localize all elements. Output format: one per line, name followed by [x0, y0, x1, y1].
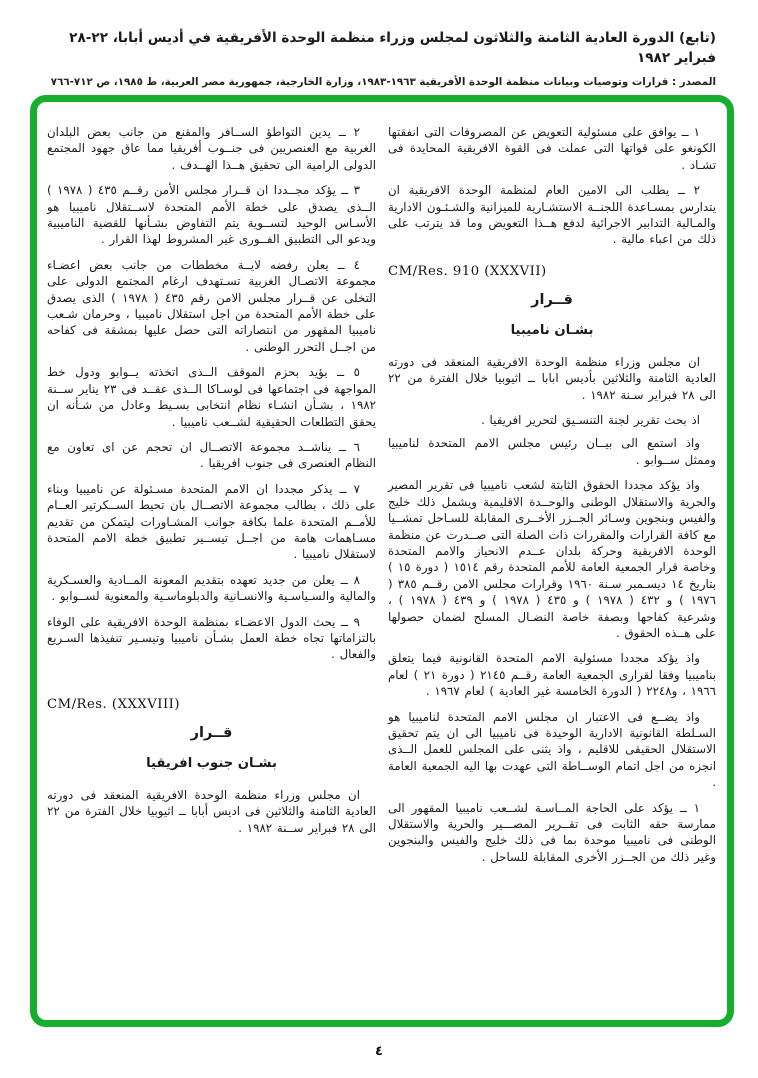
- operative-paragraph: ٧ ــ يذكر مجددا ان الامم المتحدة مسـئولة عن ناميبيا وبناء على ذلك ، بطالب مجموعة الاتصــال بان تحيط الســكرتير العــام للأمــم المتحدة علما بكافة جوانب المشـاورات ليتمكن من تقديم مسـاهمات هامة من اجــل تيســير تطبيق خطة الامم المتحدة لاستقلال ناميبيا .: [47, 481, 376, 562]
- operative-paragraph: ٣ ــ يؤكد مجــددا ان قــرار مجلس الأمن رقــم ٤٣٥ ( ١٩٧٨ ) الــذى يصدق على خطة الأمم المتحدة لاســتقلال ناميبيا هو الأسـاس الوحيد لتســوية يتم التفاوض بشـأنها للقضية الناميبية ويدعو الى التطبيق الفــورى غير المشروط لهذا القرار .: [47, 183, 376, 247]
- resolution-heading: قــرار: [190, 724, 233, 741]
- resolution-subject: بشـان جنوب افريقيا: [146, 755, 277, 771]
- operative-paragraph: ٥ ــ يؤيد بحزم الموقف الــذى اتخذته يــوابو ودول خط المواجهة فى اجتماعها فى لوسـاكا الــذى عقــد فى ٢٣ يناير ســنة ١٩٨٢ ، بشـأن انشـاء نظام انتخابى بسـيط وعادل من شـأنه ان يحقق التطلعات الحقيقية لشــعب ناميبيا .: [47, 365, 376, 429]
- operative-paragraph: ٦ ــ يناشــد مجموعة الاتصــال ان تحجم عن اى تعاون مع النظام العنصرى فى جنوب افريقيا .: [47, 439, 376, 471]
- operative-paragraph: ١ ــ يؤكد على الحاجة المــاسـة لشــعب ناميبيا المقهور الى ممارسة حقه الثابت فى تقــرير المصـــير والحرية والاستقلال الوطنى فى ناميبيا موحدة بما فى ذلك خليج والفيس والبنجوين وغير ذلك من الجــزر الأخرى المقابلة للساحل .: [388, 800, 716, 864]
- operative-paragraph: ٩ ــ يحث الدول الاعضـاء بمنظمة الوحدة الافريقية على الوفاء بالتزاماتها تجاه خطة العمل بشـأن ناميبيا وتيسـير تنفيذها السـريع والفعال .: [47, 614, 376, 662]
- operative-paragraph: ٢ ــ يدين التواطؤ الســافر والمقنع من جانب بعض البلدان الغربية مع العنصريين فى جنــوب أفريقيا مما عاق جهود المجتمع الدولى الرامية الى تحقيق هــذا الهــدف .: [47, 125, 376, 172]
- operative-paragraph: ٨ ــ يعلن من جديد تعهده بتقديم المعونة المــادية والعسـكرية والمالية والسـياسـية والانسـانية والدبلوماسـية والمعنوية لســوابو .: [47, 572, 376, 604]
- preamble-paragraph: ان مجلس وزراء منظمة الوحدة الافريقية المنعقد فى دورته العادية الثامنة والثلاثين بأديس ابابا ــ اثيوبيا خلال الفترة من ٢٢ الى ٢٨ فبراير سـنة ١٩٨٢ .: [388, 354, 716, 402]
- preamble-paragraph: اذ بحث تقرير لجنة التنسـيق لتحرير افريقيا .: [481, 413, 700, 428]
- column-right: [388, 124, 716, 874]
- resolution-heading: قــرار: [531, 291, 573, 308]
- operative-paragraph: ٢ ــ يطلب الى الامين العام لمنظمة الوحدة الافريقية ان يتدارس بمسـاعدة اللجنــة الاستشـارية للميزانية والشـئـون الادارية والمـالية التدابير الاجرائية لدفع هــذا التعويض وما قد يترتب على ذلك من اعباء مالية .: [388, 183, 716, 247]
- preamble-paragraph: واذ استمع الى بيــان رئيس مجلس الامم المتحدة لناميبيا وممثل ســوابو .: [388, 436, 716, 467]
- operative-paragraph: ١ ــ يوافق على مسئولية التعويض عن المصروفات التى انفقتها الكونغو على قواتها التى عملت فى القوة الافريقية المحايدة فى تشـاد .: [388, 125, 716, 172]
- source-citation: المصدر : قرارات وتوصيات وبيانات منظمة الوحدة الأفريقية ١٩٦٣-١٩٨٣، وزارة الخارجية، جمهورية مصر العربية، ط ١٩٨٥، ص ٧١٢-٧٦٦: [50, 76, 716, 88]
- operative-paragraph: ٤ ــ يعلن رفضه لايــة مخططات من جانب بعض اعضـاء مجموعة الاتصـال الغربية تسـتهدف ارغام المجتمع الدولى على التخلى عن قــرار مجلس الامن رقم ٤٣٥ ( ١٩٧٨ ) الذى يصدق على خطة الأمم المتحدة من اجل استقلال ناميبيا ، وحرمان شـعب ناميبيا المقهور من انتصاراته التى حصل عليها بمشقة فى كفاحه من اجــل التحرر الوطنى .: [47, 257, 377, 354]
- page-number: ٤: [375, 1044, 383, 1059]
- resolution-subject: بشـان ناميبيا: [510, 322, 594, 338]
- session-title: (تابع) الدورة العادية الثامنة والثلاثون لمجلس وزراء منظمة الوحدة الأفريقية في أديس أبابا، ٢٢-٢٨ فبراير ١٩٨٢: [69, 30, 716, 66]
- preamble-paragraph: واذ يضــع فى الاعتبار ان مجلس الامم المتحدة لناميبيا هو السـلطة القانونية الادارية الوحيدة فى ناميبيا الى ان يتم تحقيق الاستقلال الحقيقى للاقليم ، واذ يثنى على المجلس للعمل الــذى انجزه من اجل اتمام الوســاطة التى عهدت بها اليه الجمعية العامة .: [388, 709, 716, 790]
- preamble-paragraph: واذ يؤكد مجددا مسئولية الامم المتحدة القانونية فيما يتعلق بناميبيا وفقا لقرارى الجمعية العامة رقــم ٢١٤٥ ( دورة ٢١ ) لعام ١٩٦٦ ، و٢٢٤٨ ( الدورة الخامسة غير العادية ) لعام ١٩٦٧ .: [388, 651, 716, 699]
- column-left: [47, 124, 376, 845]
- preamble-paragraph: واذ يؤكد مجددا الحقوق الثابتة لشعب ناميبيا فى تقرير المصير والحرية والاستقلال الوطنى والوحــدة الاقليمية ويشمل ذلك خليج والفيس وبنجوين وسـائر الجــزر الأخــرى المقابلة للسـاحل تمشــيا مع كافة القرارات والمقررات ذات الصلة التى صــدرت عن منظمة الوحدة الافريقية وحركة بلدان عــدم الانحياز والامم المتحدة وخاصة قرار الجمعية العامة للأمم المتحدة رقم ١٥١٤ ( دورة ١٥ ) بتاريخ ١٤ ديسـمبر سـنة ١٩٦٠ وقرارات مجلس الامن رقــم ٣٨٥ ( ١٩٧٦ ) و ٤٣٢ ( ١٩٧٨ ) و ٤٣٥ ( ١٩٧٨ ) و ٤٣٩ ( ١٩٧٨ ) ، وشرعية كفاحها وبصفة خاصة النضـال المسلح لضمان حصولها على هــذه الحقوق .: [388, 478, 716, 640]
- preamble-paragraph: ان مجلس وزراء منظمة الوحدة الافريقية المنعقد فى دورته العادية الثامنة والثلاثين فى اديس أبابا ــ اثيوبيا خلال الفترة من ٢٢ الى ٢٨ فبراير ســنة ١٩٨٢ .: [47, 787, 376, 835]
- page-header: [40, 28, 716, 90]
- resolution-ref: CM/Res. 910 (XXXVII): [388, 263, 547, 279]
- resolution-ref: CM/Res. (XXXVIII): [47, 696, 181, 712]
